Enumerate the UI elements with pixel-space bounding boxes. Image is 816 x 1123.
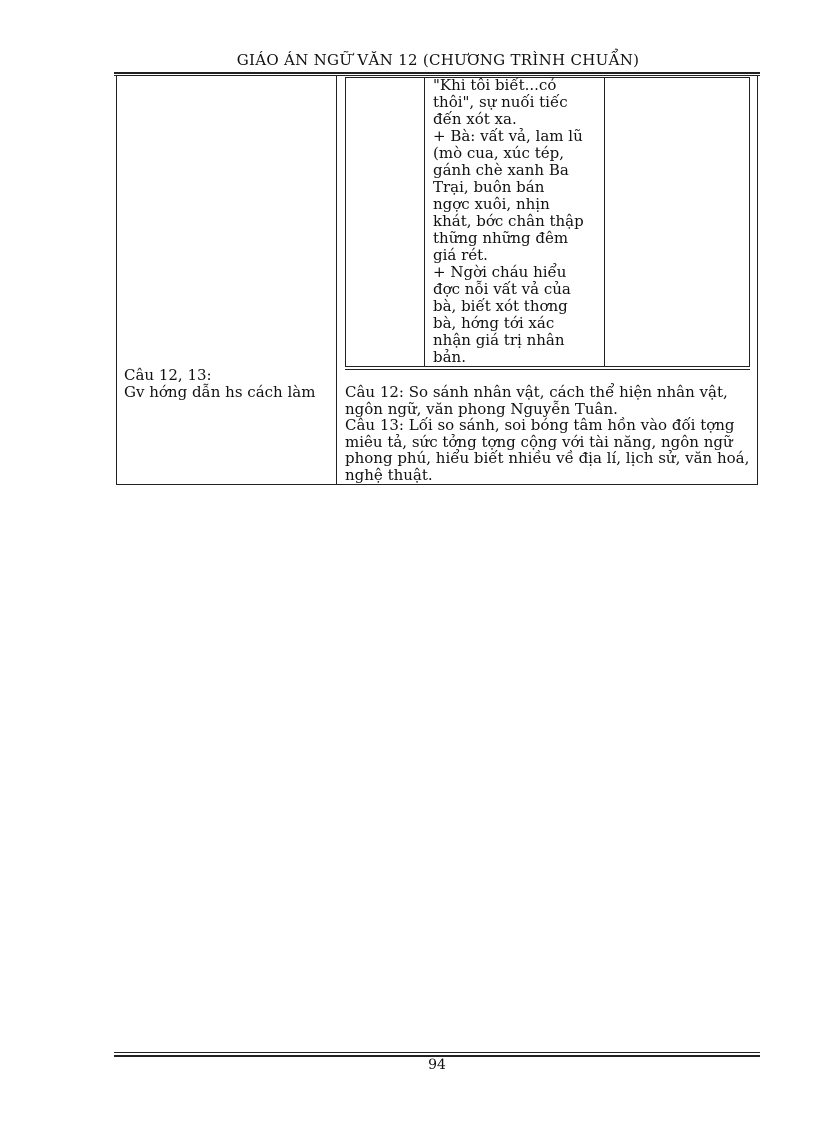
teacher-activity-cell — [124, 367, 334, 401]
content-line: thững những đêm — [433, 229, 569, 247]
content-line: nhận giá trị nhân — [433, 331, 565, 349]
content-line: "Khi tôi biết...cỏ — [433, 76, 557, 94]
page-header-title: GIÁO ÁN NGỮ VĂN 12 (CHƯƠNG TRÌNH CHUẨN) — [236, 51, 640, 69]
content-line: bà, hớng tới xác — [433, 314, 555, 332]
content-line: bà, biết xót thơng — [433, 297, 568, 315]
content-line: ngợc xuôi, nhịn — [433, 195, 550, 213]
content-line: đến xót xa. — [433, 110, 517, 128]
content-line: (mò cua, xúc tép, — [433, 144, 564, 162]
nested-table-bottom-rule — [345, 369, 750, 370]
content-line: bản. — [433, 348, 466, 366]
content-line: + Bà: vất vả, lam lũ — [433, 127, 583, 145]
header-rule — [114, 72, 760, 74]
lesson-table-column-divider — [336, 76, 337, 485]
nested-table-divider-2 — [604, 77, 605, 367]
nested-table-content-cell — [433, 77, 603, 366]
nested-table-divider-1 — [424, 77, 425, 367]
answer-cau-12: Câu 12: So sánh nhân vật, cách thể hiện nhân vật, ngôn ngữ, văn phong Nguyễn Tuân. — [345, 383, 728, 418]
question-label: Câu 12, 13: — [124, 366, 212, 384]
content-line: + Ngời cháu hiểu — [433, 263, 567, 281]
answer-cell — [345, 384, 755, 483]
content-line: đợc nỗi vất vả của — [433, 280, 571, 298]
content-line: thôi", sự nuối tiếc — [433, 93, 568, 111]
content-line: giá rét. — [433, 246, 488, 264]
answer-cau-13: Câu 13: Lối so sánh, soi bóng tâm hồn vào đối tợng miêu tả, sức tởng tợng cộng với tài năng, ngôn ngữ phong phú, hiểu biết nhiều về địa lí, lịch sử, văn hoá, nghệ thuật. — [345, 416, 750, 484]
page-number: 94 — [428, 1057, 446, 1073]
content-line: Trại, buôn bán — [433, 178, 545, 196]
content-line: khát, bớc chân thập — [433, 212, 584, 230]
teacher-instruction: Gv hớng dẫn hs cách làm — [124, 383, 316, 401]
content-line: gánh chè xanh Ba — [433, 161, 569, 179]
footer-rule-thin — [114, 1052, 760, 1053]
